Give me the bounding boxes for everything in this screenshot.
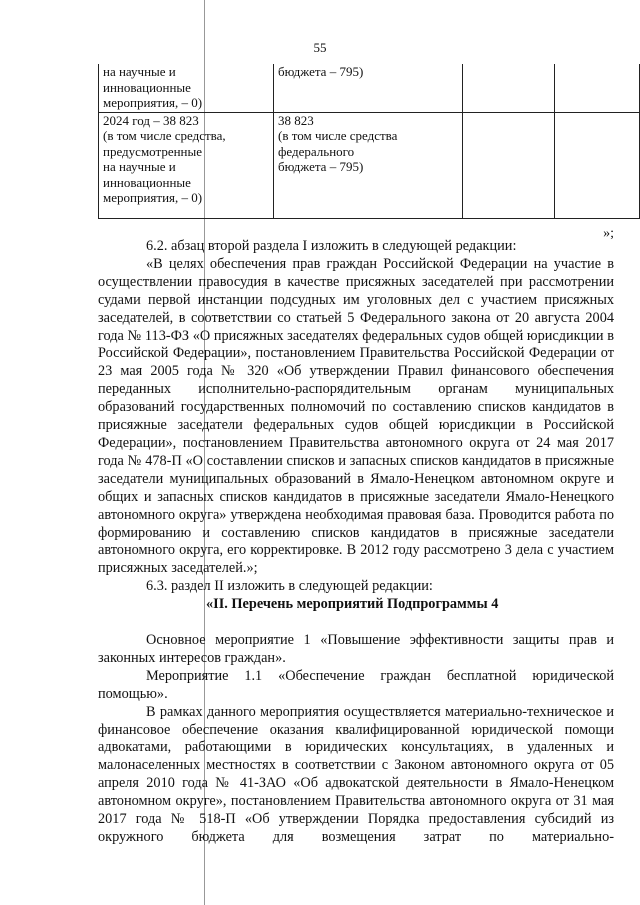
budget-table <box>98 64 640 219</box>
paragraph-amendment-6-2: 6.2. абзац второй раздела I изложить в следующей редакции: <box>146 238 517 254</box>
table-cell <box>99 64 274 112</box>
table-row <box>99 64 640 112</box>
cell-text: мероприятия, – 0) <box>103 95 203 110</box>
paragraph-amendment-6-3: 6.3. раздел II изложить в следующей редакции: <box>146 578 433 595</box>
cell-text: (в том числе средства <box>277 128 398 143</box>
cell-text: бюджета – 795) <box>277 159 364 174</box>
section-heading: «II. Перечень мероприятий Подпрограммы 4 <box>206 596 499 613</box>
cell-text: бюджета – 795) <box>277 64 364 79</box>
table-cell <box>273 64 462 112</box>
cell-text: инновационные <box>103 174 191 190</box>
table-cell <box>273 112 462 218</box>
table-cell <box>555 64 640 112</box>
cell-text: мероприятия, – 0) <box>103 190 203 205</box>
page-number: 55 <box>313 40 327 55</box>
paragraph-main-activity: Основное мероприятие 1 «Повышение эффективности защиты прав и законных интересов граждан». <box>98 632 614 666</box>
cell-text: инновационные <box>103 79 191 95</box>
paragraph-jurors: «В целях обеспечения прав граждан Российской Федерации на участие в осуществлении правосудия в качестве присяжных заседателей при рассмотрении судами первой инстанции подсудных им уголовных дел с участием присяжных заседателей, в соответствии со статьей 5 Федерального закона от 20 августа 2004 года № 113-ФЗ «О присяжных заседателях федеральных судов общей юрисдикции в Российской Федерации», постановлением Правительства Российской Федерации от 23 мая 2005 года № 320 «Об утверждении Правил финансового обеспечения переданных исполнительно-распорядительным органам муниципальных образований государственных полномочий по составлению списков кандидатов в присяжные заседатели федеральных судов общей юрисдикции в Российской Федерации», постановлением Правительства автономного округа от 24 мая 2017 года № 478-П «О составлении списков и запасных списков кандидатов в присяжные заседатели муниципальных образований в Ямало-Ненецком автономном округе и общих и запасных списков кандидатов в присяжные заседатели Ямало-Ненецкого автономного округа» утверждена необходимая правовая база. Проводится работа по формированию и составлению списков кандидатов в присяжные заседатели автономного округа, его корректировке. В 2012 году рассмотрено 3 дела с участием присяжных заседателей.»; <box>98 255 614 577</box>
cell-text: на научные и <box>103 64 176 79</box>
spacer <box>98 614 614 632</box>
paragraph-activity-1-1: Мероприятие 1.1 «Обеспечение граждан бесплатной юридической помощью». <box>98 667 614 702</box>
cell-text: на научные и <box>103 159 176 174</box>
document-body <box>98 238 614 847</box>
cell-text: предусмотренные <box>103 143 203 159</box>
paragraph-activity-details: В рамках данного мероприятия осуществляется материально-техническое и финансовое обеспечение оказания квалифицированной юридической помощи адвокатами, работающими в юридических консультациях, в удаленных и малонаселенных местностях в соответствии с Законом автономного округа от 05 апреля 2010 года № 41-ЗАО «Об адвокатской деятельности в Ямало-Ненецком автономном округе», постановлением Правительства автономного округа от 31 мая 2017 года № 518-П «Об утверждении Порядка предоставления субсидий из окружного бюджета для возмещения затрат по материально- <box>98 703 614 845</box>
closing-quote: »; <box>603 226 614 241</box>
cell-text: 38 823 <box>277 112 314 128</box>
cell-text: 2024 год – 38 823 <box>103 112 199 128</box>
table-cell <box>463 112 555 218</box>
cell-text: (в том числе средства, <box>103 128 226 143</box>
table-cell <box>463 64 555 112</box>
table-cell <box>99 112 274 218</box>
table-row <box>99 112 640 218</box>
table-cell <box>555 112 640 218</box>
cell-text: федерального <box>277 143 355 159</box>
